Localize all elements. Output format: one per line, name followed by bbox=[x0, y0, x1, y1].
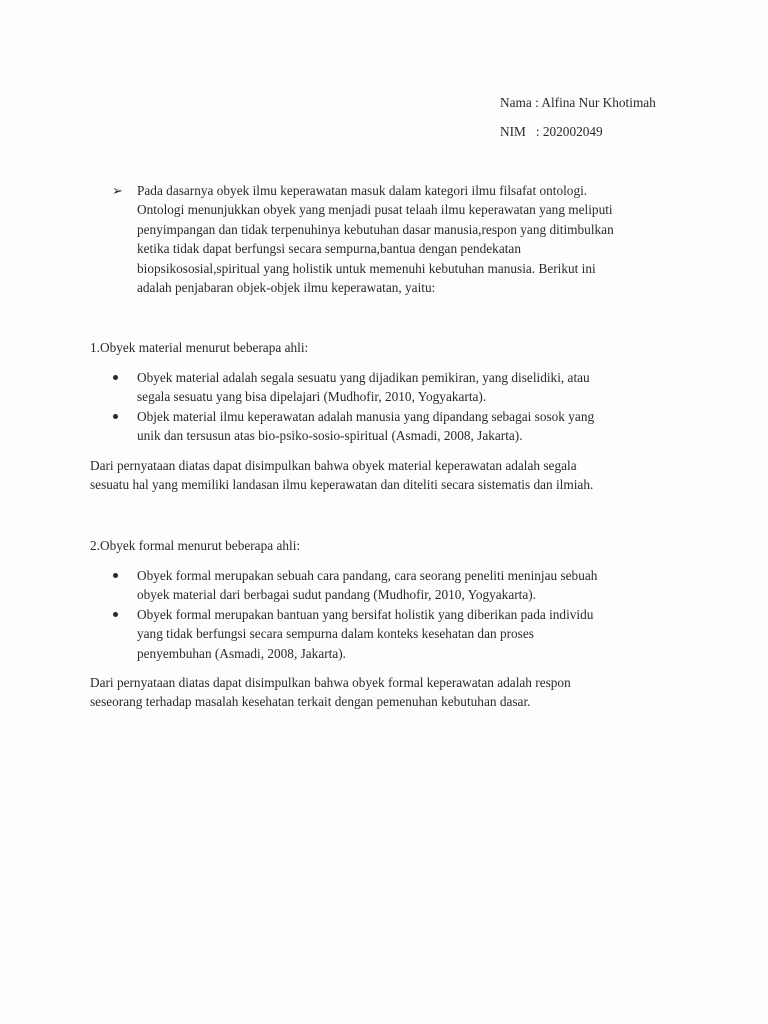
bullet-line: segala sesuatu yang bisa dipelajari (Mudhofir, 2010, Yogyakarta). bbox=[137, 389, 487, 405]
bullet-dot-icon bbox=[113, 612, 118, 617]
bullet-list-material bbox=[110, 368, 670, 446]
bullet-line: obyek material dari berbagai sudut pandang (Mudhofir, 2010, Yogyakarta). bbox=[137, 587, 537, 603]
bullet-list-formal bbox=[110, 566, 670, 663]
intro-line: ketika tidak dapat berfungsi secara sempurna,bantua dengan pendekatan bbox=[137, 241, 521, 257]
list-item bbox=[110, 407, 670, 446]
bullet-line: yang tidak berfungsi secara sempurna dalam konteks kesehatan dan proses bbox=[137, 626, 534, 642]
student-id-line: NIM : 202002049 bbox=[500, 124, 603, 139]
bullet-line: Objek material ilmu keperawatan adalah manusia yang dipandang sebagai sosok yang bbox=[137, 408, 595, 424]
intro-line: Pada dasarnya obyek ilmu keperawatan masuk dalam kategori ilmu filsafat ontologi. bbox=[137, 183, 588, 198]
bullet-line: unik dan tersusun atas bio-psiko-sosio-spiritual (Asmadi, 2008, Jakarta). bbox=[137, 428, 523, 444]
intro-line: penyimpangan dan tidak terpenuhinya kebutuhan dasar manusia,respon yang ditimbulkan bbox=[137, 221, 614, 237]
bullet-dot-icon bbox=[113, 573, 118, 578]
bullet-line: Obyek formal merupakan sebuah cara pandang, cara seorang peneliti meninjau sebuah bbox=[137, 568, 598, 583]
arrow-bullet-icon: ➢ bbox=[112, 183, 123, 198]
list-item bbox=[110, 566, 670, 605]
conclusion-line: Dari pernyataan diatas dapat disimpulkan bahwa obyek material keperawatan adalah segala bbox=[90, 458, 577, 473]
list-item bbox=[110, 605, 670, 663]
bullet-dot-icon bbox=[113, 414, 118, 419]
conclusion-line: sesuatu hal yang memiliki landasan ilmu keperawatan dan diteliti secara sistematis dan ilmiah. bbox=[90, 477, 594, 493]
conclusion-line: seseorang terhadap masalah kesehatan terkait dengan pemenuhan kebutuhan dasar. bbox=[90, 694, 531, 710]
conclusion-line: Dari pernyataan diatas dapat disimpulkan bahwa obyek formal keperawatan adalah respon bbox=[90, 675, 571, 690]
intro-line: biopsikososial,spiritual yang holistik untuk memenuhi kebutuhan manusia. Berikut ini bbox=[137, 260, 596, 276]
student-name-line: Nama : Alfina Nur Khotimah bbox=[500, 95, 656, 110]
intro-paragraph bbox=[112, 181, 712, 297]
bullet-line: Obyek formal merupakan bantuan yang bersifat holistik yang diberikan pada individu bbox=[137, 606, 594, 622]
conclusion-formal bbox=[90, 673, 690, 712]
bullet-line: penyembuhan (Asmadi, 2008, Jakarta). bbox=[137, 645, 346, 661]
section-heading-formal: 2.Obyek formal menurut beberapa ahli: bbox=[90, 538, 301, 553]
intro-text bbox=[137, 181, 712, 297]
conclusion-material bbox=[90, 456, 690, 495]
bullet-line: Obyek material adalah segala sesuatu yang dijadikan pemikiran, yang diselidiki, atau bbox=[137, 370, 590, 385]
section-heading-material: 1.Obyek material menurut beberapa ahli: bbox=[90, 340, 309, 355]
list-item bbox=[110, 368, 670, 407]
intro-line: adalah penjabaran objek-objek ilmu keperawatan, yaitu: bbox=[137, 280, 436, 296]
intro-line: Ontologi menunjukkan obyek yang menjadi pusat telaah ilmu keperawatan yang meliputi bbox=[137, 202, 613, 218]
bullet-dot-icon bbox=[113, 375, 118, 380]
